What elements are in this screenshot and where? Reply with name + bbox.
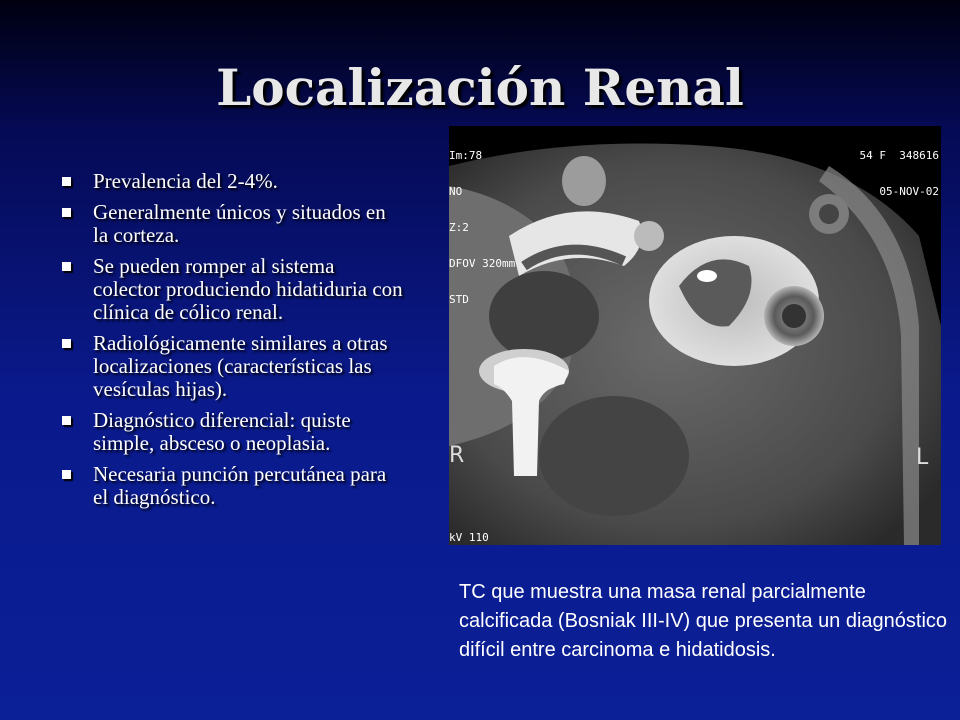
ct-overlay-line: STD	[449, 293, 469, 306]
ct-overlay-line: DFOV 320mm	[449, 257, 516, 270]
ct-overlay-line: Im:78	[449, 149, 483, 162]
square-bullet-icon	[62, 339, 71, 348]
square-bullet-icon	[62, 262, 71, 271]
bullet-text: Generalmente únicos y situados en la corteza.	[93, 200, 386, 247]
ct-overlay-top-left	[449, 126, 515, 330]
bullet-item	[60, 255, 405, 324]
square-bullet-icon	[62, 416, 71, 425]
ct-overlay-top-right	[860, 126, 939, 222]
bullet-text: Necesaria punción percutánea para el diagnóstico.	[93, 462, 387, 509]
bullet-item	[60, 201, 405, 247]
ct-overlay-bottom-left	[449, 508, 535, 545]
square-bullet-icon	[62, 177, 71, 186]
bullet-text: Se pueden romper al sistema colector produciendo hidatiduria con clínica de cólico renal.	[93, 254, 403, 324]
bullet-list	[60, 170, 405, 517]
bullet-text: Prevalencia del 2-4%.	[93, 169, 278, 193]
image-caption: TC que muestra una masa renal parcialmente calcificada (Bosniak III-IV) que presenta un diagnóstico difícil entre carcinoma e hidatidosis.	[459, 581, 948, 661]
square-bullet-icon	[62, 470, 71, 479]
ct-overlay-line: 54 F 348616	[859, 149, 939, 162]
bullet-item	[60, 409, 405, 455]
slide-title: Localización Renal	[216, 58, 744, 117]
bullet-item	[60, 332, 405, 401]
ct-left-marker: L	[916, 445, 929, 470]
bullet-item	[60, 170, 405, 193]
square-bullet-icon	[62, 208, 71, 217]
ct-overlay-line: 05-NOV-02	[879, 185, 939, 198]
bullet-item	[60, 463, 405, 509]
ct-overlay-line: Z:2	[449, 221, 469, 234]
bullet-text: Radiológicamente similares a otras localizaciones (características las vesículas hijas).	[93, 331, 388, 401]
ct-scan-image	[449, 126, 941, 545]
ct-overlay-line: NO	[449, 185, 463, 198]
bullet-text: Diagnóstico diferencial: quiste simple, absceso o neoplasia.	[93, 408, 351, 455]
ct-overlay-line: kV 110	[449, 531, 489, 544]
ct-right-marker: R	[449, 443, 465, 468]
